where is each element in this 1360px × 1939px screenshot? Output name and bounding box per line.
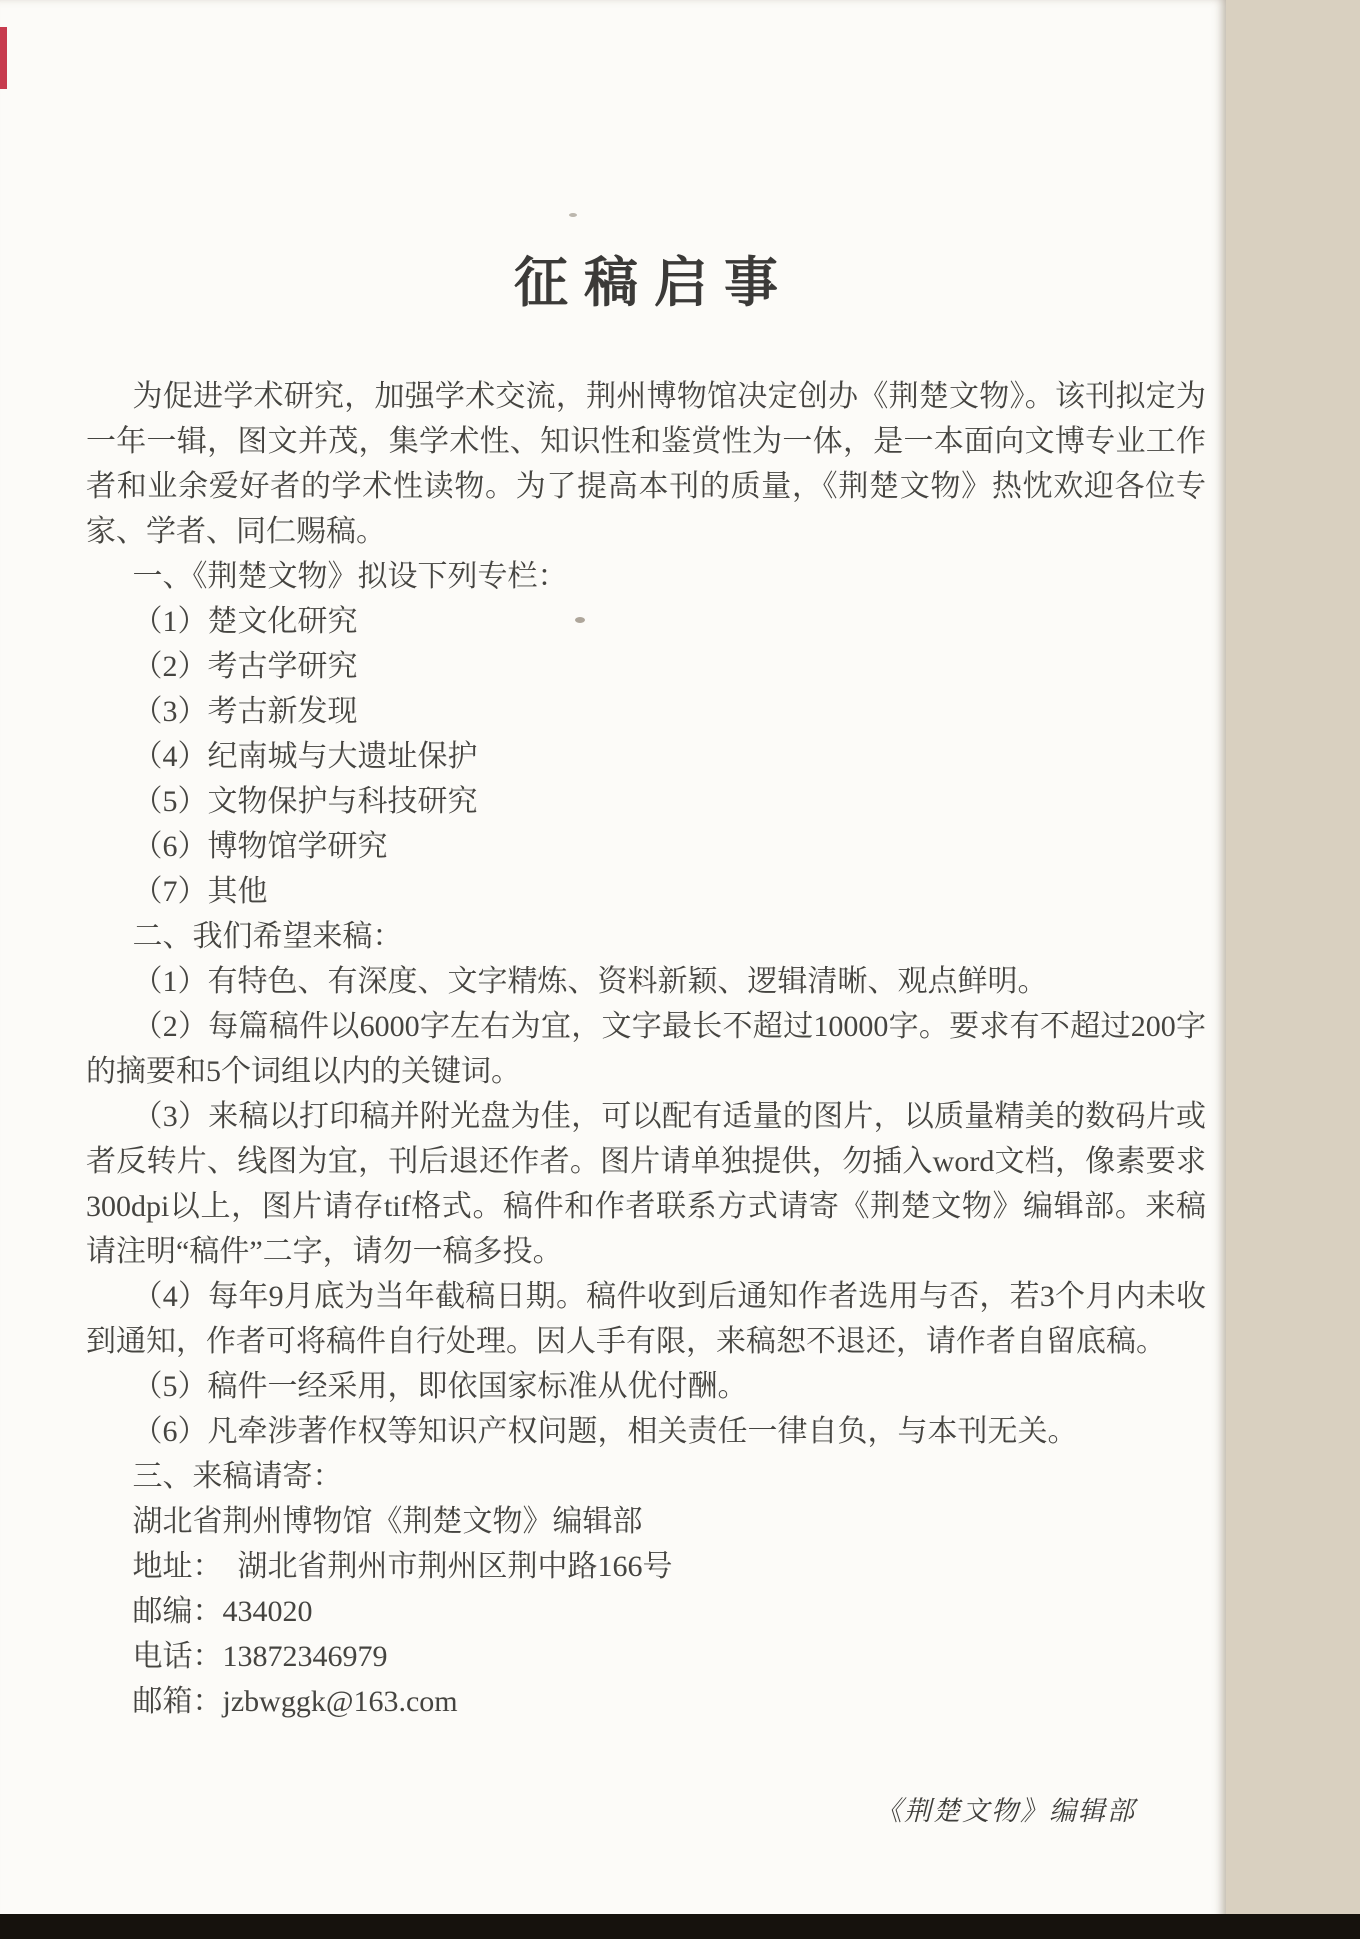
paragraph: （7）其他	[132, 875, 268, 908]
paragraph: 为促进学术研究，加强学术交流，荆州博物馆决定创办《荆楚文物》。该刊拟定为一年一辑，图文并茂，集学术性、知识性和鉴赏性为一体，是一本面向文博专业工作者和业余爱好者的学术性读物。为了提高本刊的质量，《荆楚文物》热忱欢迎各位专家、学者、同仁赐稿。	[86, 380, 1206, 548]
document-body	[86, 374, 1206, 1724]
scan-speck	[569, 213, 577, 217]
paragraph: （4）纪南城与大遗址保护	[132, 740, 478, 773]
paragraph: 邮编：434020	[132, 1595, 313, 1628]
paragraph: （1）楚文化研究	[132, 605, 358, 638]
paragraph: （3）考古新发现	[132, 695, 358, 728]
paragraph: （4）每年9月底为当年截稿日期。稿件收到后通知作者选用与否，若3个月内未收到通知，作者可将稿件自行处理。因人手有限，来稿恕不退还，请作者自留底稿。	[86, 1280, 1206, 1358]
paragraph: （5）文物保护与科技研究	[132, 785, 478, 818]
paragraph: （2）考古学研究	[132, 650, 358, 683]
paragraph: （1）有特色、有深度、文字精炼、资料新颖、逻辑清晰、观点鲜明。	[132, 965, 1048, 998]
paragraph: 地址： 湖北省荆州市荆州区荆中路166号	[132, 1550, 673, 1583]
page-title: 征稿启事	[514, 253, 794, 313]
paragraph: （3）来稿以打印稿并附光盘为佳，可以配有适量的图片，以质量精美的数码片或者反转片、线图为宜，刊后退还作者。图片请单独提供，勿插入word文档，像素要求300dpi以上，图片请存tif格式。稿件和作者联系方式请寄《荆楚文物》编辑部。来稿请注明“稿件”二字，请勿一稿多投。	[86, 1100, 1206, 1268]
paragraph: 邮箱：jzbwggk@163.com	[132, 1685, 458, 1718]
scan-edge-red-mark	[0, 27, 7, 89]
paragraph: 三、来稿请寄：	[132, 1460, 343, 1493]
scan-bottom-band	[0, 1914, 1360, 1939]
paragraph: 一、《荆楚文物》拟设下列专栏：	[132, 560, 568, 593]
paragraph: 电话：13872346979	[132, 1640, 388, 1673]
editorial-signature: 《荆楚文物》编辑部	[875, 1796, 1136, 1826]
paragraph: （6）博物馆学研究	[132, 830, 388, 863]
paragraph: （2）每篇稿件以6000字左右为宜，文字最长不超过10000字。要求有不超过200字的摘要和5个词组以内的关键词。	[86, 1010, 1206, 1088]
paragraph: （6）凡牵涉著作权等知识产权问题，相关责任一律自负，与本刊无关。	[132, 1415, 1078, 1448]
paragraph: （5）稿件一经采用，即依国家标准从优付酬。	[132, 1370, 748, 1403]
scan-speck	[575, 617, 585, 623]
paragraph: 二、我们希望来稿：	[132, 920, 403, 953]
paragraph: 湖北省荆州博物馆《荆楚文物》编辑部	[132, 1505, 643, 1538]
